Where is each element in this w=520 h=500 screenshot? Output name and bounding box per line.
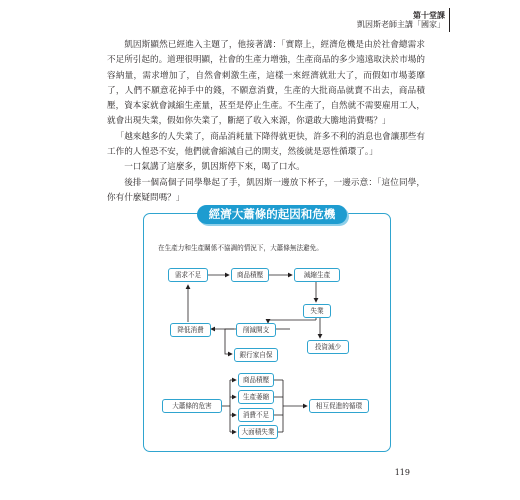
- header-rule: [449, 8, 450, 32]
- node-lower-consumption: 降低消費: [170, 323, 211, 337]
- body-text: [107, 38, 425, 206]
- node-crisis-item: 消費不足: [238, 408, 274, 422]
- paragraph: 一口氣講了這麼多，凱因斯停下來，喝了口水。: [124, 162, 305, 173]
- chapter-subtitle: 凱因斯老師主講「國家」: [357, 20, 445, 29]
- node-cut-production: 減縮生產: [294, 268, 340, 282]
- page-number: 119: [394, 468, 410, 477]
- node-crisis-item: 生產萎縮: [238, 390, 274, 404]
- node-unemployment: 失業: [303, 304, 331, 318]
- running-header: [357, 10, 445, 30]
- node-goods-backlog: 商品積壓: [231, 268, 269, 282]
- node-crisis-item: 商品積壓: [238, 373, 274, 387]
- node-demand-shortage: 需求不足: [168, 268, 208, 282]
- node-cut-spending: 削減開支: [236, 323, 276, 337]
- paragraph: 「越來越多的人失業了，商品消耗量下降得就更快，許多不利的消息也會讓那些有工作的人惶恐不安，他們就會縮減自己的開支，然後就是惡性循環了。」: [107, 131, 425, 158]
- diagram-intro: 在生產力和生產關係不協調的情況下，大蕭條無法避免。: [158, 244, 323, 252]
- diagram-title: 經濟大蕭條的起因和危機: [197, 205, 347, 224]
- node-depression-harm: 大蕭條的危害: [162, 399, 222, 413]
- node-vicious-cycle: 相互促進的循環: [309, 399, 369, 413]
- chapter-label: 第十堂課: [413, 10, 445, 20]
- node-banker-self-protection: 銀行家自保: [234, 348, 278, 362]
- node-less-investment: 投資減少: [307, 340, 349, 354]
- node-crisis-item: 大面積失業: [238, 425, 278, 439]
- paragraph: 凱因斯顯然已經進入主題了，他接著講：「實際上，經濟危機是由於社會總需求不足所引起的。道理很明顯，社會的生產力增強，生產商品的多少遠遠取決於市場的容納量，需求增加了，自然會刺激生產，這樣一來經濟就壯大了，而假如市場萎靡了，人們不願意花掉手中的錢，不願意消費，生產的大批商品就賣不出去，商品積壓，資本家就會減縮生產量，甚至是停止生產。不生產了，自然就不需要雇用工人，就會出現失業，假如你失業了，斷絕了收入來源，你還敢大膽地消費嗎？」: [107, 40, 425, 127]
- paragraph: 後排一個高個子同學舉起了手，凱因斯一邊放下杯子，一邊示意：「這位同學，你有什麼疑問嗎？」: [107, 177, 425, 203]
